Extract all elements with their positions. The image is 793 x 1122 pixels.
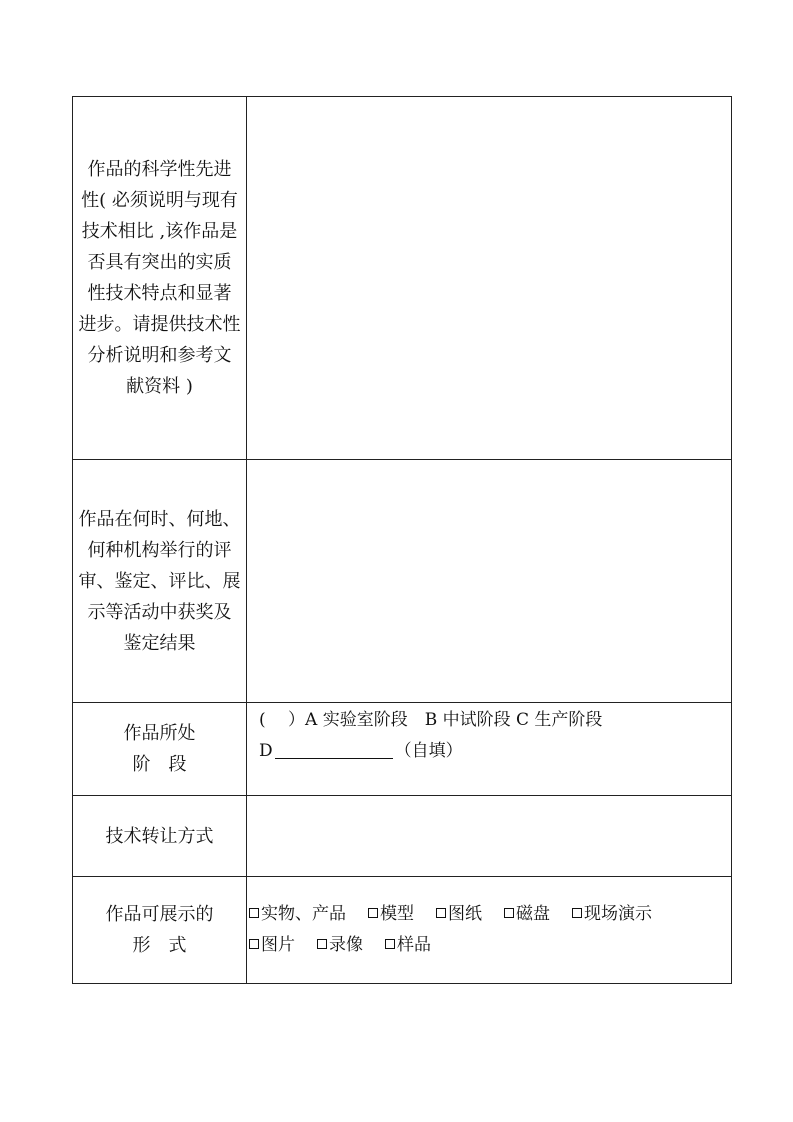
label-line: 献资料 ): [126, 376, 193, 397]
option-label: 实物、产品: [261, 904, 346, 924]
stage-row: [73, 703, 732, 796]
label-line: 作品的科学性先进: [87, 159, 232, 180]
option-picture[interactable]: [249, 930, 295, 961]
transfer-input-cell[interactable]: [247, 796, 732, 877]
science-row: [73, 97, 732, 460]
option-live-demo[interactable]: [572, 899, 652, 930]
stage-options-line[interactable]: ( ）A 实验室阶段 B 中试阶段 C 生产阶段: [259, 710, 603, 730]
checkbox-icon[interactable]: [249, 908, 259, 918]
option-d-label: D: [259, 741, 273, 761]
self-fill-note: （自填）: [394, 741, 463, 761]
label-line: 作品所处: [123, 723, 196, 744]
label-line: 分析说明和参考文: [87, 345, 232, 366]
option-label: 现场演示: [584, 904, 652, 924]
awards-input-cell[interactable]: [247, 460, 732, 703]
checkbox-icon[interactable]: [504, 908, 514, 918]
forms-row: [73, 877, 732, 984]
awards-label: [73, 460, 247, 703]
option-label: 录像: [329, 935, 363, 955]
option-disk[interactable]: [504, 899, 550, 930]
option-label: 样品: [397, 935, 431, 955]
project-info-table: [72, 96, 732, 984]
option-sample[interactable]: [385, 930, 431, 961]
science-input-cell[interactable]: [247, 97, 732, 460]
option-label: 磁盘: [516, 904, 550, 924]
option-label: 模型: [380, 904, 414, 924]
stage-options-cell: [247, 703, 732, 796]
checkbox-icon[interactable]: [385, 939, 395, 949]
label-line: 作品可展示的: [105, 904, 214, 925]
label-line: 作品在何时、何地、: [78, 508, 241, 530]
label-line: 何种机构举行的评: [87, 539, 232, 561]
label-line: 技术相比 ,该作品是: [81, 221, 238, 242]
transfer-label: [73, 796, 247, 877]
label-line: 示等活动中获奖及: [87, 601, 232, 623]
label-line: 形 式: [132, 935, 187, 956]
label-line: 进步。请提供技术性: [78, 314, 241, 335]
label-line: 性( 必须说明与现有: [81, 190, 238, 211]
checkbox-icon[interactable]: [317, 939, 327, 949]
checkbox-icon[interactable]: [436, 908, 446, 918]
label-line: 审、鉴定、评比、展: [78, 570, 241, 592]
label-line: 性技术特点和显著: [87, 283, 232, 304]
checkbox-icon[interactable]: [249, 939, 259, 949]
checkbox-icon[interactable]: [368, 908, 378, 918]
option-physical-product[interactable]: [249, 899, 346, 930]
option-model[interactable]: [368, 899, 414, 930]
label-line: 鉴定结果: [123, 632, 196, 654]
forms-options-line-1: [249, 899, 731, 930]
option-drawing[interactable]: [436, 899, 482, 930]
forms-label: [73, 877, 247, 984]
custom-stage-blank[interactable]: [275, 740, 393, 759]
label-line: 阶 段: [132, 754, 187, 775]
awards-row: [73, 460, 732, 703]
science-label: [73, 97, 247, 460]
transfer-row: [73, 796, 732, 877]
label-line: 否具有突出的实质: [87, 252, 232, 273]
option-label: 图纸: [448, 904, 482, 924]
checkbox-icon[interactable]: [572, 908, 582, 918]
option-video[interactable]: [317, 930, 363, 961]
label-line: 技术转让方式: [105, 825, 214, 847]
forms-options-cell: [247, 877, 732, 984]
stage-custom-line: [259, 736, 731, 767]
forms-options-line-2: [249, 930, 731, 961]
option-label: 图片: [261, 935, 295, 955]
stage-label: [73, 703, 247, 796]
